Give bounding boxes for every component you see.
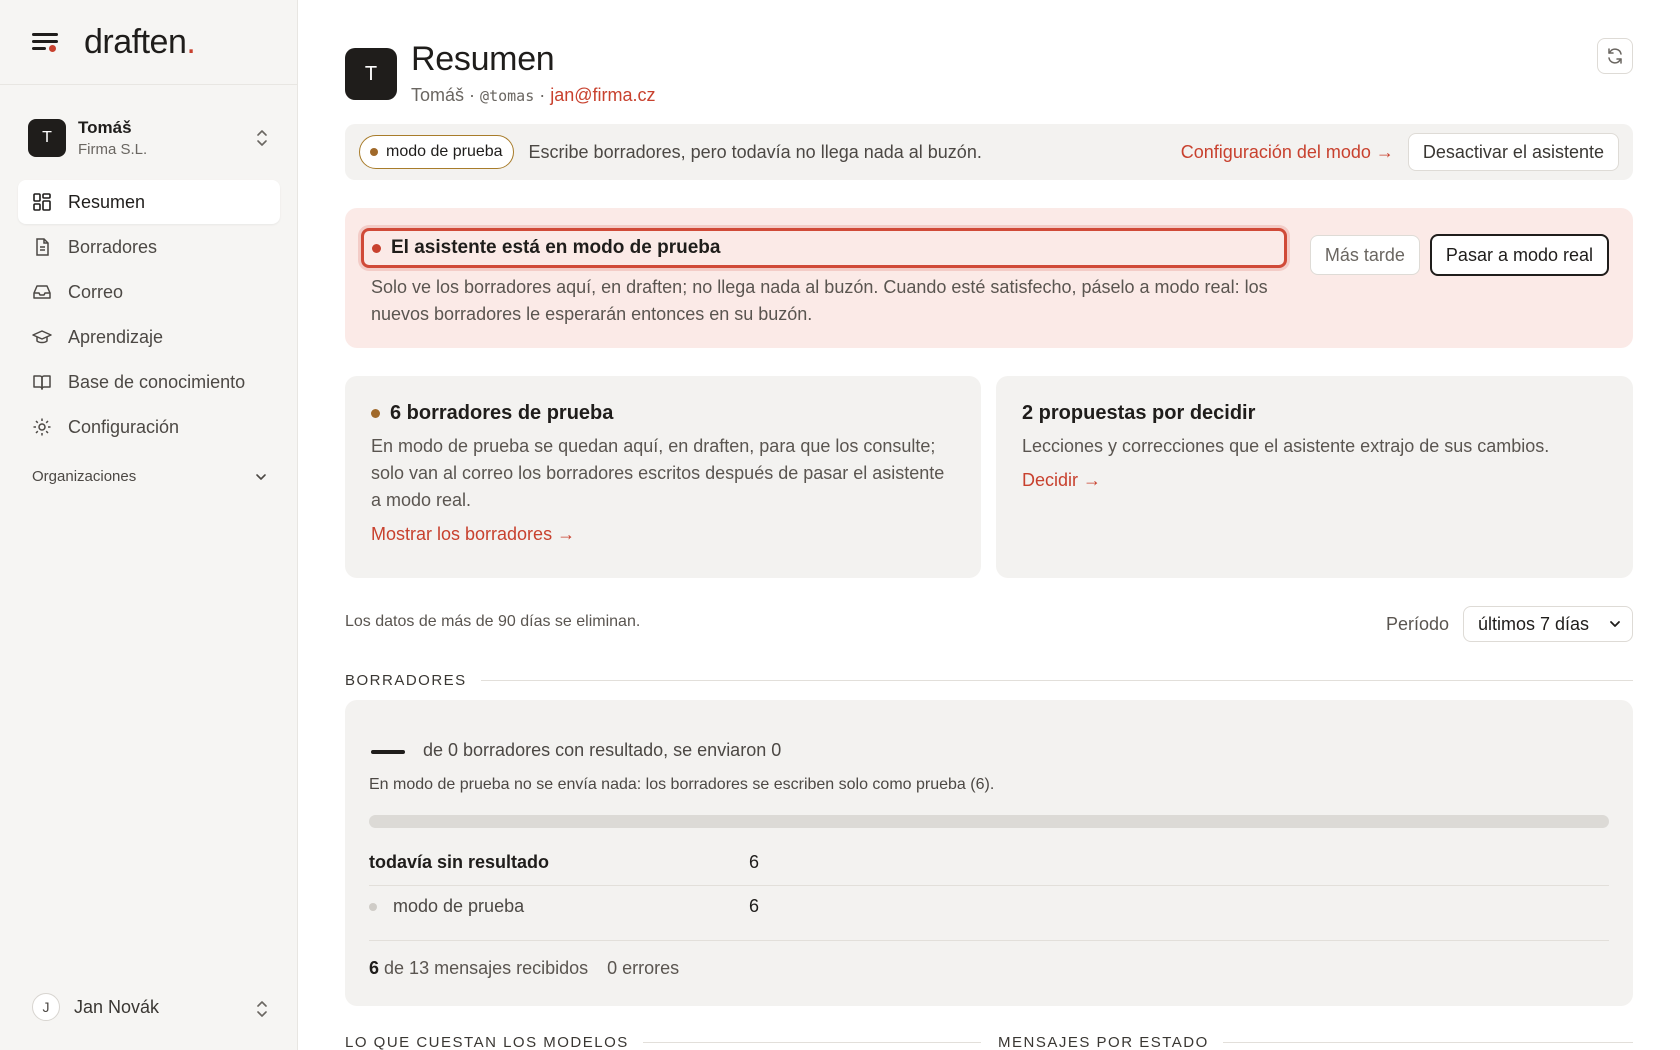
totals-line <box>369 958 679 979</box>
result-summary: de 0 borradores con resultado, se enviaron 0 <box>423 740 782 760</box>
card-title: 6 borradores de prueba <box>371 402 955 425</box>
row-value: 6 <box>748 896 759 916</box>
account-avatar: T <box>345 48 397 100</box>
sidebar-item-configuracion[interactable] <box>18 405 280 449</box>
organizations-label: Organizaciones <box>32 468 137 485</box>
divider <box>369 940 1609 941</box>
logo[interactable]: draften. <box>84 22 196 61</box>
later-button[interactable]: Más tarde <box>1310 235 1420 275</box>
sidebar-item-label: Resumen <box>68 191 146 212</box>
user-switcher[interactable] <box>32 993 268 1021</box>
sidebar-item-aprendizaje[interactable] <box>18 315 280 359</box>
status-dot <box>372 244 381 253</box>
chevron-down-icon <box>254 470 268 484</box>
period-select[interactable] <box>1463 606 1633 642</box>
test-mode-badge: modo de prueba <box>359 135 514 169</box>
chevron-down-icon <box>1608 617 1622 631</box>
deactivate-assistant-button[interactable]: Desactivar el asistente <box>1408 133 1619 171</box>
status-dot <box>370 148 378 156</box>
gear-icon <box>32 417 52 437</box>
card-body: En modo de prueba se quedan aquí, en draften, para que los consulte; solo van al correo los borradores escritos después de pasar el asistente a modo real. <box>371 436 945 510</box>
card-body: Lecciones y correcciones que el asistente extrajo de sus cambios. <box>1022 436 1550 456</box>
dash-indicator <box>371 750 405 754</box>
errors-count: 0 errores <box>607 958 680 978</box>
account-name: Tomáš <box>411 85 465 105</box>
organizations-toggle[interactable] <box>32 468 268 485</box>
page-title: Resumen <box>411 40 555 78</box>
row-label: modo de prueba <box>393 896 525 916</box>
test-mode-note: En modo de prueba no se envía nada: los borradores se escriben solo como prueba (6). <box>369 776 995 793</box>
grid-icon <box>32 192 52 212</box>
mode-bar <box>345 124 1633 180</box>
sidebar-item-label: Aprendizaje <box>68 326 164 347</box>
account-email-link[interactable]: jan@firma.cz <box>550 85 656 105</box>
received-count: 6 <box>369 958 380 978</box>
refresh-button[interactable] <box>1597 38 1633 74</box>
row-label: todavía sin resultado <box>369 852 550 872</box>
section-label-costs: LO QUE CUESTAN LOS MODELOS <box>345 1034 981 1050</box>
received-text: de 13 mensajes recibidos <box>384 958 589 978</box>
graduation-cap-icon <box>32 327 52 347</box>
mode-description: Escribe borradores, pero todavía no llega nada al buzón. <box>528 141 982 162</box>
document-icon <box>32 237 52 257</box>
go-live-button[interactable]: Pasar a modo real <box>1430 234 1609 276</box>
status-dot <box>371 409 380 418</box>
sidebar-item-resumen[interactable] <box>18 180 280 224</box>
mode-settings-link[interactable]: Configuración del modo → <box>1180 141 1394 162</box>
period-label: Período <box>1385 613 1449 634</box>
test-mode-alert <box>345 208 1633 348</box>
chevron-up-down-icon <box>256 128 268 148</box>
sidebar-item-borradores[interactable] <box>18 225 280 269</box>
sidebar-item-label: Base de conocimiento <box>68 371 246 392</box>
book-icon <box>32 372 52 392</box>
retention-note: Los datos de más de 90 días se eliminan. <box>345 613 641 630</box>
account-handle: @tomas <box>480 87 535 105</box>
section-label-messages: MENSAJES POR ESTADO <box>998 1034 1633 1050</box>
page-header <box>345 40 656 106</box>
sidebar-nav <box>18 180 280 450</box>
sidebar <box>0 0 298 1050</box>
alert-body: Solo ve los borradores aquí, en draften; no llega nada al buzón. Cuando esté satisfecho, páselo a modo real: los nuevos borradores le esperarán entonces en su buzón. <box>371 277 1268 324</box>
sidebar-item-correo[interactable] <box>18 270 280 314</box>
inbox-icon <box>32 282 52 302</box>
sidebar-item-label: Borradores <box>68 236 158 257</box>
row-value: 6 <box>748 852 759 872</box>
brand-header <box>0 0 297 85</box>
org-switcher[interactable] <box>18 110 280 166</box>
user-name: Jan Novák <box>74 996 160 1017</box>
org-name: Tomáš <box>78 118 132 137</box>
user-avatar: J <box>32 993 60 1021</box>
org-company: Firma S.L. <box>78 141 148 158</box>
status-dot <box>369 903 377 911</box>
table-row <box>369 852 1609 886</box>
period-filter <box>1386 606 1633 642</box>
org-avatar: T <box>28 119 66 157</box>
sidebar-item-base-de-conocimiento[interactable] <box>18 360 280 404</box>
drafts-panel <box>345 700 1633 1006</box>
sidebar-item-label: Correo <box>68 281 124 302</box>
period-selected-value: últimos 7 días <box>1478 613 1590 634</box>
card-title: 2 propuestas por decidir <box>1022 402 1256 424</box>
account-subtitle: Tomáš · @tomas · jan@firma.cz <box>411 85 656 105</box>
sidebar-item-label: Configuración <box>68 416 180 437</box>
show-drafts-link[interactable]: Mostrar los borradores → <box>371 524 576 544</box>
alert-title: El asistente está en modo de prueba <box>391 237 721 258</box>
refresh-icon <box>1606 47 1624 65</box>
section-label-drafts: BORRADORES <box>345 672 1633 689</box>
decide-link[interactable]: Decidir → <box>1022 470 1102 490</box>
menu-icon[interactable] <box>32 31 60 53</box>
proposals-card <box>996 376 1633 578</box>
sent-progress-bar <box>369 815 1609 828</box>
chevron-up-down-icon <box>256 999 268 1019</box>
test-drafts-card <box>345 376 981 578</box>
table-row <box>369 896 1609 930</box>
alert-title-highlight <box>361 228 1287 268</box>
